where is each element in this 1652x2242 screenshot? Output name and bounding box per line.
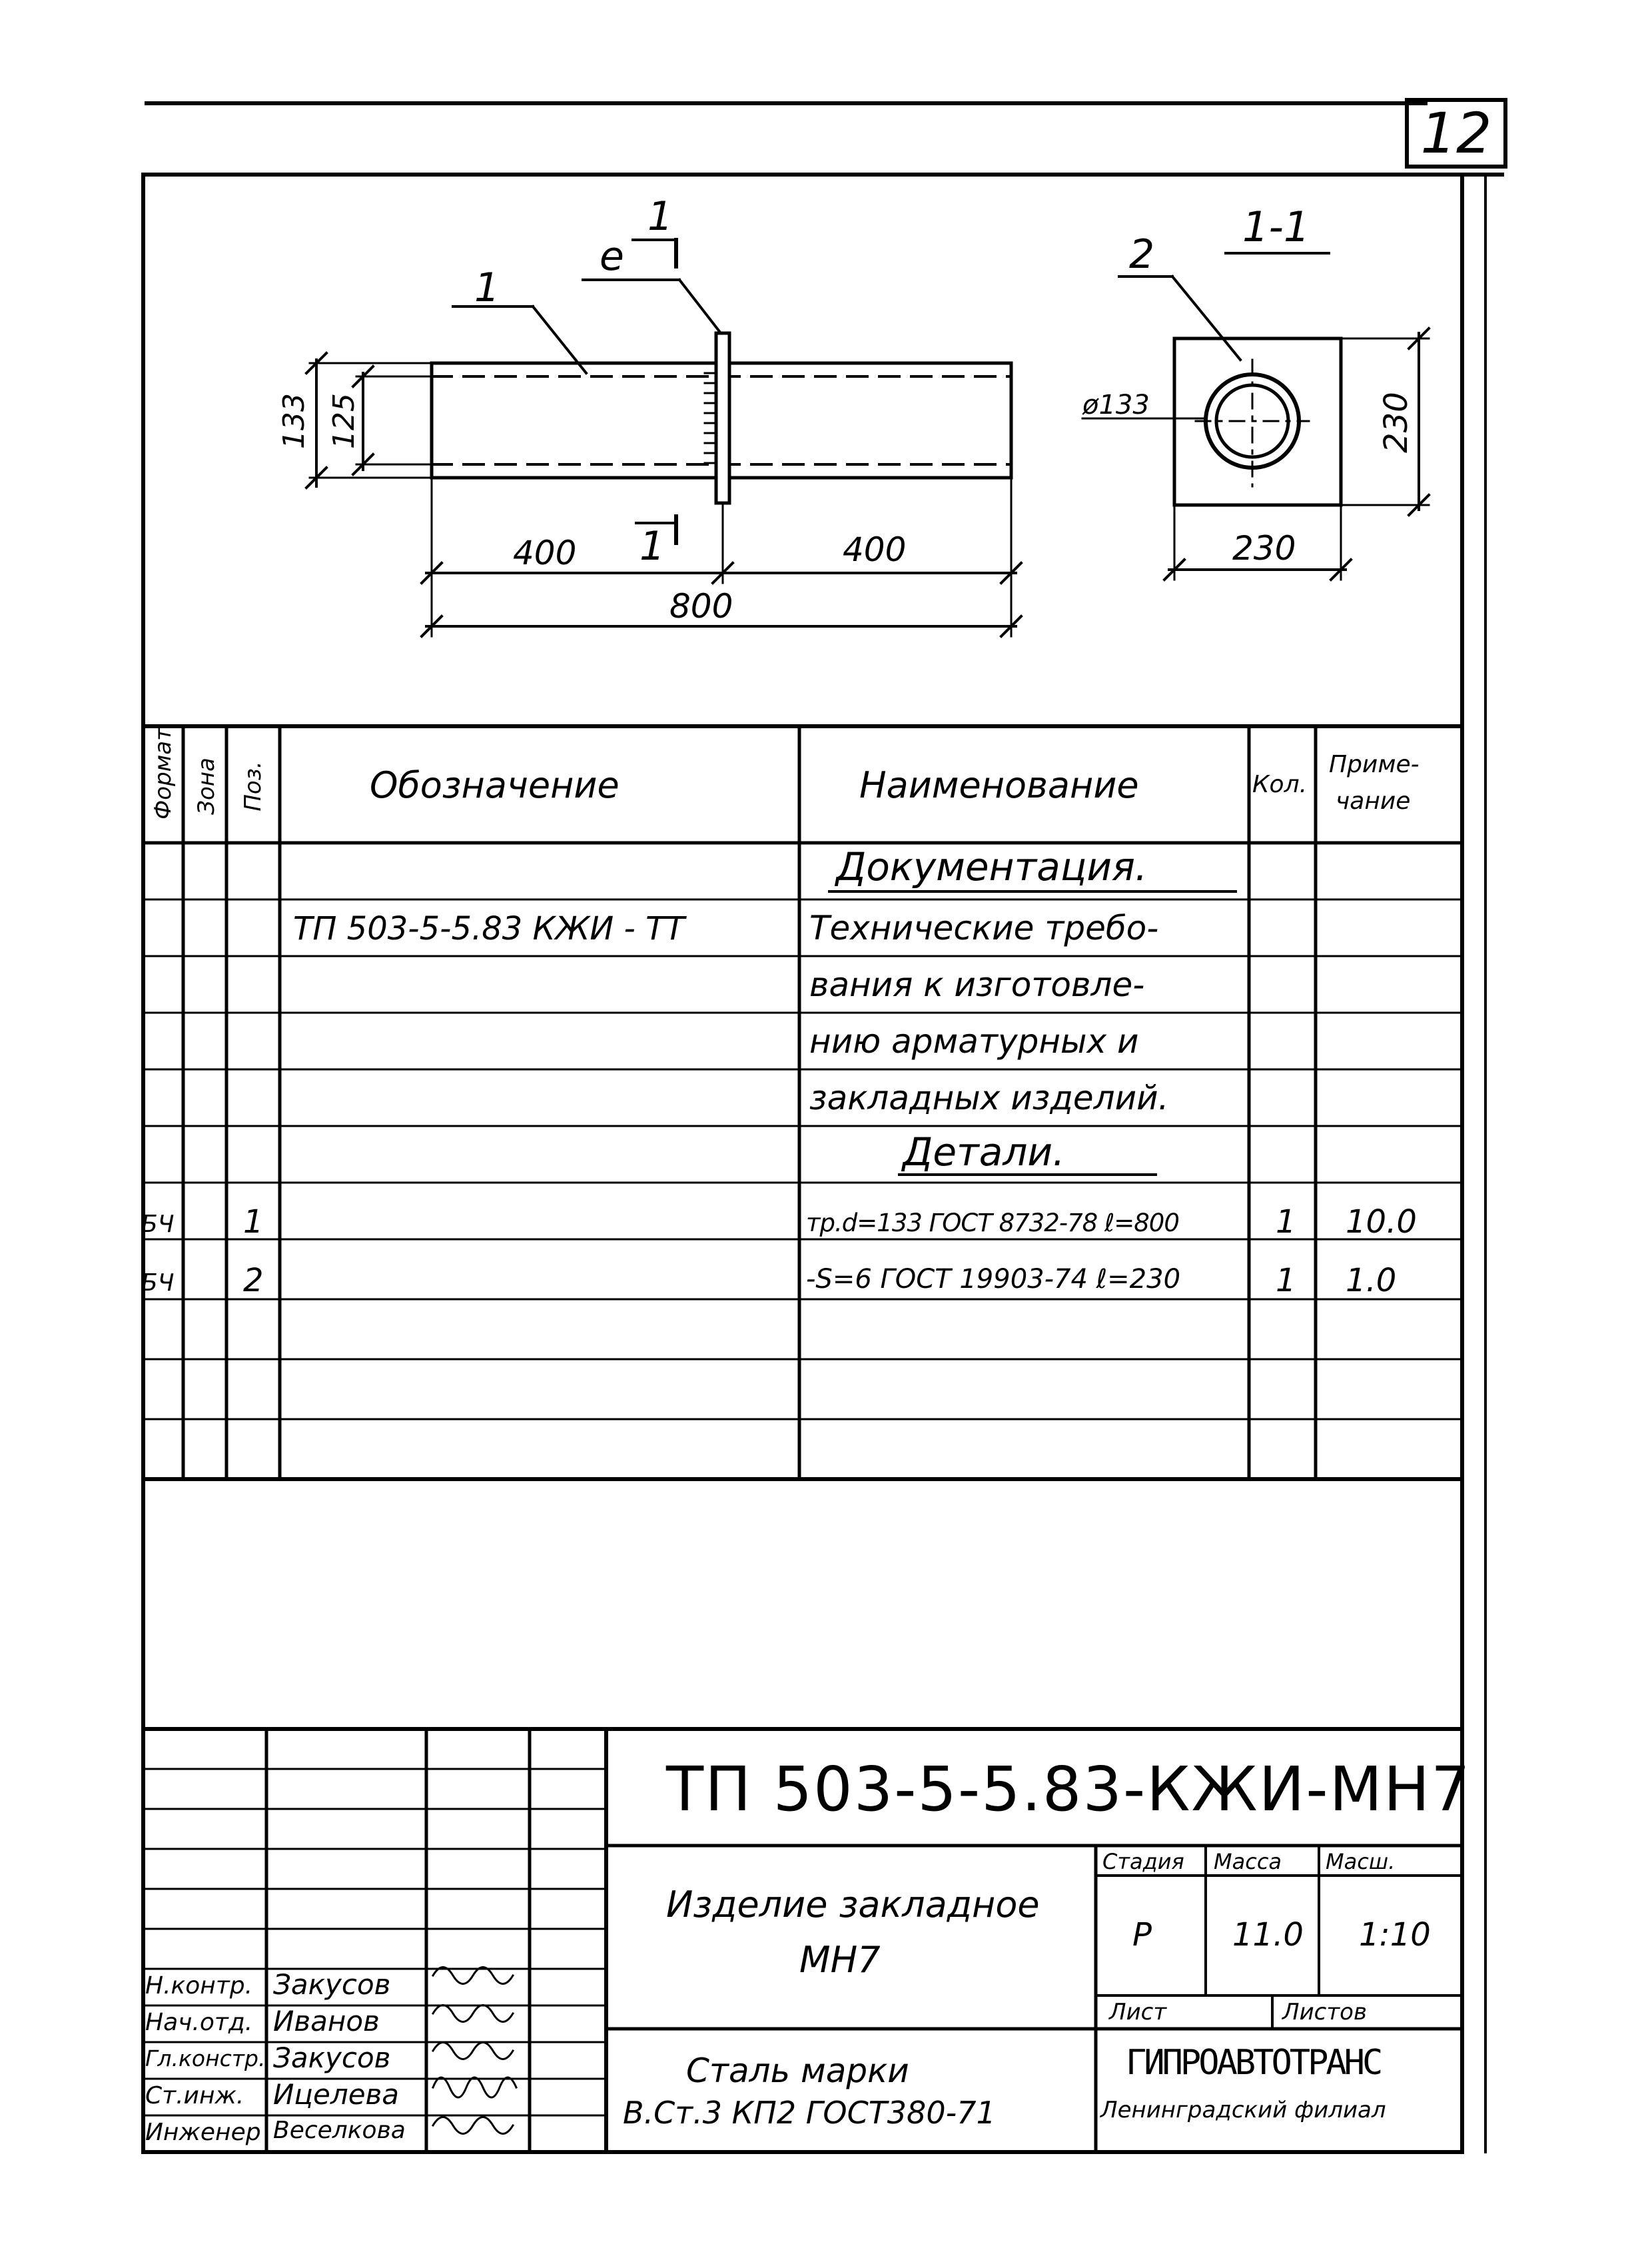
sheet-label: Лист — [1109, 1999, 1167, 2025]
doc-designation: ТП 503-5-5.83 КЖИ - ТТ — [293, 910, 685, 947]
stage-value: Р — [1132, 1916, 1152, 1954]
dimension-230-horizontal: 230 — [1232, 529, 1296, 568]
row-2-position: 2 — [243, 1262, 264, 1299]
signatory-role-4: Ст.инж. — [145, 2082, 244, 2109]
header-quantity: Кол. — [1252, 771, 1308, 798]
sheet-number: 12 — [1420, 101, 1492, 166]
signatory-name-1: Закусов — [273, 1968, 391, 2001]
leader-label-2: 2 — [1129, 231, 1155, 278]
row-1-note: 10.0 — [1346, 1203, 1417, 1241]
row-2-name: -S=6 ГОСТ 19903-74 ℓ=230 — [806, 1264, 1181, 1295]
dimension-400-left: 400 — [513, 534, 577, 572]
signatory-role-1: Н.контр. — [145, 1972, 253, 1999]
header-note-line2: чание — [1336, 788, 1411, 815]
section-label-e: е — [600, 233, 624, 280]
dimension-diameter: ø133 — [1082, 390, 1150, 420]
header-designation: Обозначение — [370, 764, 620, 806]
header-name: Наименование — [859, 764, 1139, 806]
header-position: Поз. — [240, 761, 266, 812]
dimension-125: 125 — [326, 393, 361, 449]
signature-1 — [433, 1967, 513, 1984]
signatory-name-2: Иванов — [273, 2005, 380, 2037]
mass-value: 11.0 — [1232, 1916, 1304, 1954]
dimension-230-vertical: 230 — [1377, 392, 1415, 453]
material-line-2: В.Ст.3 КП2 ГОСТ380-71 — [623, 2095, 996, 2131]
section-mark-top: 1 — [647, 193, 673, 240]
stage-label: Стадия — [1102, 1849, 1184, 1874]
organization-branch: Ленинградский филиал — [1100, 2097, 1386, 2123]
row-1-quantity: 1 — [1276, 1203, 1296, 1241]
row-1-position: 1 — [243, 1203, 264, 1241]
signatory-name-5: Веселкова — [273, 2117, 406, 2144]
header-format: Формат — [150, 728, 177, 820]
item-name-line-2: МН7 — [799, 1939, 881, 1981]
section-documentation: Документация. — [836, 844, 1148, 889]
signature-4 — [433, 2077, 516, 2097]
doc-name-line-4: закладных изделий. — [809, 1079, 1169, 1117]
scale-label: Масш. — [1326, 1849, 1396, 1874]
row-2-format: БЧ — [141, 1269, 175, 1297]
document-code: ТП 503-5-5.83-КЖИ-МН7 — [666, 1754, 1471, 1825]
doc-name-line-2: вания к изготовле- — [809, 965, 1145, 1004]
item-name-line-1: Изделие закладное — [666, 1884, 1040, 1926]
signatory-role-3: Гл.констр. — [145, 2045, 266, 2071]
dimension-400-right: 400 — [843, 530, 907, 569]
signature-5 — [433, 2117, 513, 2134]
header-note-line1: Приме- — [1329, 751, 1420, 778]
row-2-quantity: 1 — [1276, 1262, 1296, 1299]
mass-label: Масса — [1214, 1849, 1282, 1874]
section-view-title: 1-1 — [1242, 203, 1310, 251]
row-2-note: 1.0 — [1346, 1262, 1397, 1299]
row-1-name: тр.d=133 ГОСТ 8732-78 ℓ=800 — [806, 1209, 1179, 1237]
section-details: Детали. — [903, 1129, 1065, 1175]
signatory-role-2: Нач.отд. — [145, 2009, 253, 2036]
signature-2 — [433, 2005, 513, 2022]
organization-name: ГИПРОАВТОТРАНС — [1126, 2043, 1381, 2083]
doc-name-line-3: нию арматурных и — [809, 1022, 1139, 1061]
section-mark-bottom: 1 — [639, 523, 665, 570]
row-1-format: БЧ — [141, 1211, 175, 1238]
signatory-name-4: Ицелева — [273, 2078, 400, 2111]
material-line-1: Сталь марки — [686, 2051, 909, 2090]
sheets-label: Листов — [1282, 1999, 1368, 2025]
leader-label-1: 1 — [474, 265, 500, 311]
dimension-133: 133 — [276, 393, 311, 449]
signatory-role-5: Инженер — [145, 2119, 261, 2146]
doc-name-line-1: Технические требо- — [809, 909, 1159, 947]
dimension-800: 800 — [669, 587, 733, 626]
header-zone: Зона — [193, 758, 220, 815]
signatory-name-3: Закусов — [273, 2041, 391, 2074]
signature-3 — [433, 2043, 513, 2059]
scale-value: 1:10 — [1359, 1916, 1431, 1954]
